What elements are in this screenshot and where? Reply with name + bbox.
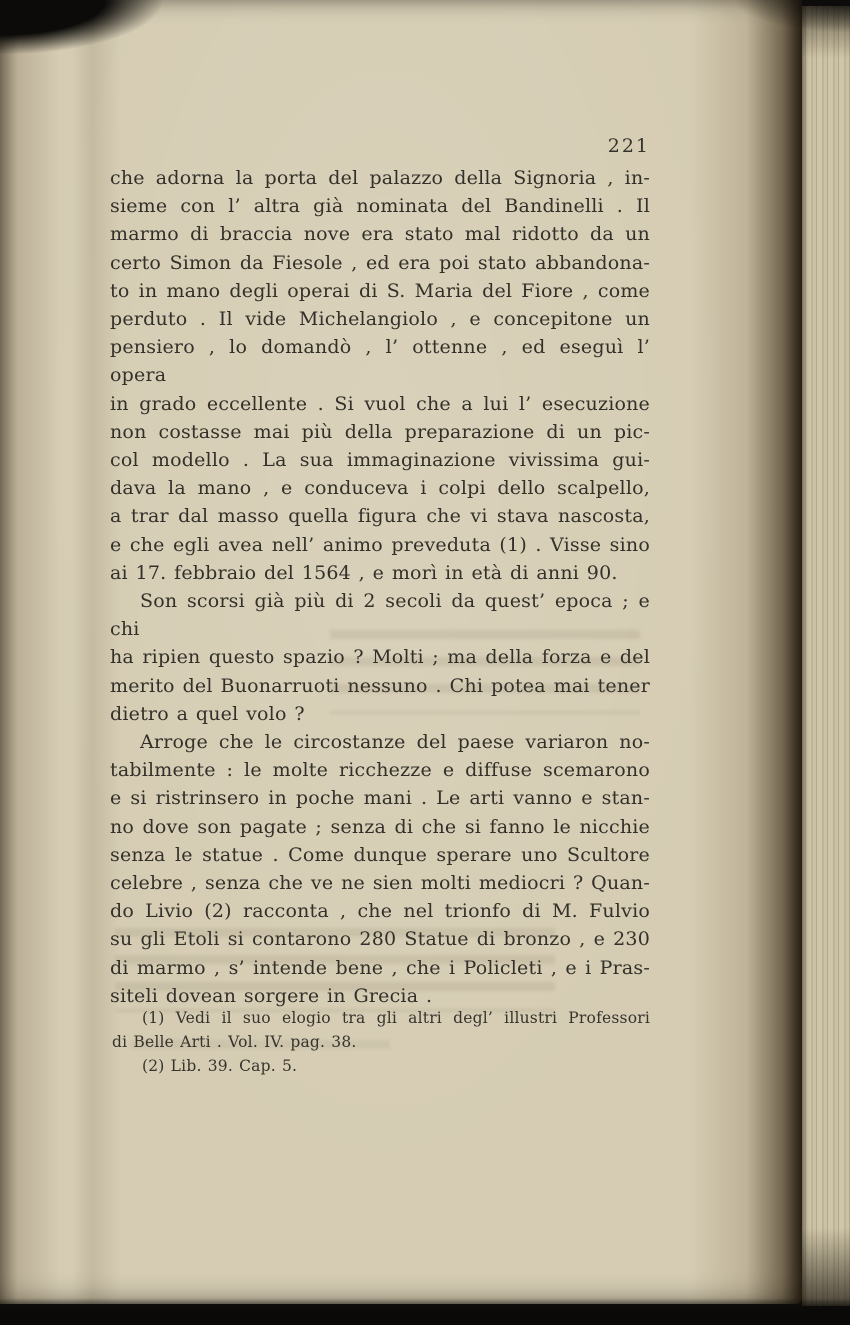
text-line: sieme con l’ altra già nominata del Bandinelli . Il [110,195,650,218]
main-text [110,164,650,1010]
text-line: merito del Buonarruoti nessuno . Chi potea mai tener [110,674,650,697]
text-line: do Livio (2) racconta , che nel trionfo di M. Fulvio [110,900,650,923]
text-line: senza le statue . Come dunque sperare uno Scultore [110,843,650,866]
text-line: to in mano degli operai di S. Maria del Fiore , come [110,279,650,302]
text-line: a trar dal masso quella figura che vi stava nascosta, [110,505,650,528]
text-line: no dove son pagate ; senza di che si fanno le nicchie [110,815,650,838]
text-line: Son scorsi già più di 2 secoli da quest’ epoca ; e chi [110,590,650,641]
text-line: ai 17. febbraio del 1564 , e morì in età di anni 90. [110,561,618,584]
footnote-line: (1) Vedi il suo elogio tra gli altri degl’ illustri Professori [142,1009,650,1027]
text-line: siteli dovean sorgere in Grecia . [110,984,433,1007]
text-line: perduto . Il vide Michelangiolo , e concepitone un [110,308,650,331]
text-line: dava la mano , e conduceva i colpi dello scalpello, [110,477,650,500]
text-line: tabilmente : le molte ricchezze e diffuse scemarono [110,759,650,782]
text-line: che adorna la porta del palazzo della Signoria , in- [110,167,650,189]
text-line: e che egli avea nell’ animo preveduta (1) . Visse sino [110,533,650,556]
text-line: di marmo , s’ intende bene , che i Policleti , e i Pras- [110,956,650,979]
paragraph [110,728,650,1010]
paragraph [110,587,650,728]
text-line: Arroge che le circostanze del paese variaron no- [140,731,650,754]
page-number: 221 [607,135,650,157]
page-edges [802,6,850,1306]
text-line: marmo di braccia nove era stato mal ridotto da un [110,223,650,246]
text-line: col modello . La sua immaginazione vivissima gui- [110,449,650,472]
footnote-line: (2) Lib. 39. Cap. 5. [142,1057,298,1075]
text-line: non costasse mai più della preparazione di un pic- [110,420,650,443]
text-line: su gli Etoli si contarono 280 Statue di bronzo , e 230 [110,928,650,951]
text-line: in grado eccellente . Si vuol che a lui l’ esecuzione [110,392,650,415]
text-line: e si ristrinsero in poche mani . Le arti vanno e stan- [110,787,650,810]
footnote-line: di Belle Arti . Vol. IV. pag. 38. [112,1033,357,1051]
text-line: ha ripien questo spazio ? Molti ; ma della forza e del [110,646,650,669]
text-line: pensiero , lo domandò , l’ ottenne , ed eseguì l’ opera [110,336,650,387]
scan-background-bottom [0,1298,850,1325]
footnotes [112,1006,650,1078]
text-line: celebre , senza che ve ne sien molti mediocri ? Quan- [110,872,650,895]
text-line: dietro a quel volo ? [110,702,305,725]
paragraph [110,164,650,587]
text-line: certo Simon da Fiesole , ed era poi stato abbandona- [110,251,650,274]
